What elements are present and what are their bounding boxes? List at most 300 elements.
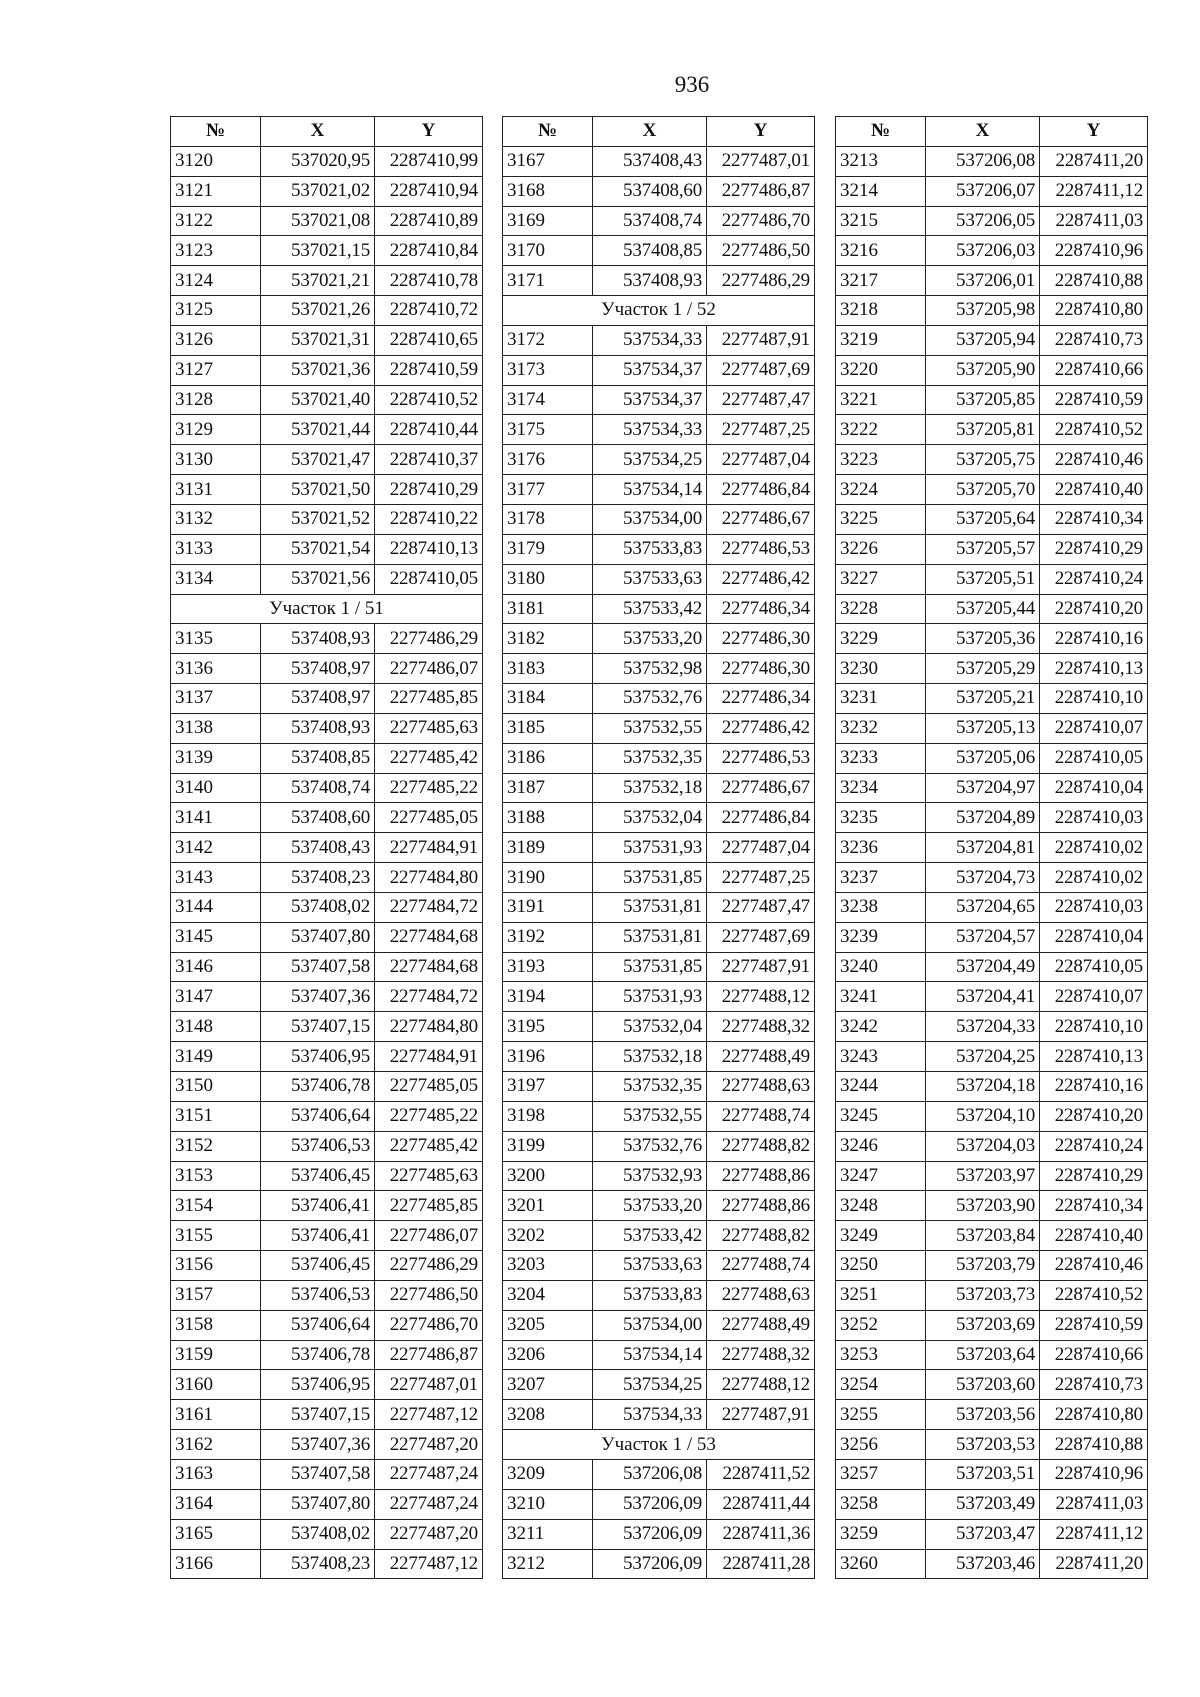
table-row [503, 654, 815, 684]
y-coordinate-cell: 2287410,07 [1040, 982, 1148, 1012]
y-coordinate-cell: 2277486,84 [707, 475, 815, 505]
table-row [836, 176, 1148, 206]
y-coordinate-cell: 2287410,44 [375, 415, 483, 445]
table-row [836, 1161, 1148, 1191]
y-coordinate-cell: 2287410,88 [1040, 1430, 1148, 1460]
x-coordinate-cell: 537534,37 [593, 385, 707, 415]
header-y: Y [375, 117, 483, 147]
table-row [171, 504, 483, 534]
y-coordinate-cell: 2287410,13 [1040, 1042, 1148, 1072]
table-row [503, 1042, 815, 1072]
x-coordinate-cell: 537532,76 [593, 1131, 707, 1161]
table-row [503, 534, 815, 564]
point-number-cell: 3152 [171, 1131, 261, 1161]
y-coordinate-cell: 2277488,82 [707, 1131, 815, 1161]
y-coordinate-cell: 2277484,91 [375, 1042, 483, 1072]
y-coordinate-cell: 2287410,05 [1040, 952, 1148, 982]
table-row [171, 1280, 483, 1310]
point-number-cell: 3217 [836, 266, 926, 296]
x-coordinate-cell: 537203,90 [926, 1191, 1040, 1221]
point-number-cell: 3254 [836, 1370, 926, 1400]
point-number-cell: 3226 [836, 534, 926, 564]
y-coordinate-cell: 2277487,24 [375, 1489, 483, 1519]
table-row [836, 773, 1148, 803]
point-number-cell: 3193 [503, 952, 593, 982]
table-row [836, 1131, 1148, 1161]
x-coordinate-cell: 537406,95 [261, 1370, 375, 1400]
table-row [836, 863, 1148, 893]
y-coordinate-cell: 2277487,91 [707, 952, 815, 982]
x-coordinate-cell: 537206,08 [593, 1459, 707, 1489]
y-coordinate-cell: 2287410,73 [1040, 1370, 1148, 1400]
point-number-cell: 3153 [171, 1161, 261, 1191]
header-number: № [503, 117, 593, 147]
table-row [836, 206, 1148, 236]
y-coordinate-cell: 2277484,72 [375, 982, 483, 1012]
x-coordinate-cell: 537533,63 [593, 1251, 707, 1281]
table-row [503, 803, 815, 833]
table-row [503, 385, 815, 415]
y-coordinate-cell: 2277487,91 [707, 325, 815, 355]
table-row [836, 1310, 1148, 1340]
point-number-cell: 3238 [836, 892, 926, 922]
table-row [836, 803, 1148, 833]
point-number-cell: 3218 [836, 296, 926, 326]
point-number-cell: 3239 [836, 922, 926, 952]
y-coordinate-cell: 2277487,25 [707, 415, 815, 445]
x-coordinate-cell: 537533,20 [593, 1191, 707, 1221]
table-row [836, 1489, 1148, 1519]
point-number-cell: 3124 [171, 266, 261, 296]
point-number-cell: 3213 [836, 146, 926, 176]
table-row [503, 684, 815, 714]
point-number-cell: 3140 [171, 773, 261, 803]
table-row [503, 355, 815, 385]
table-row [503, 773, 815, 803]
y-coordinate-cell: 2277486,34 [707, 684, 815, 714]
x-coordinate-cell: 537406,53 [261, 1280, 375, 1310]
x-coordinate-cell: 537534,14 [593, 1340, 707, 1370]
point-number-cell: 3186 [503, 743, 593, 773]
point-number-cell: 3192 [503, 922, 593, 952]
point-number-cell: 3232 [836, 713, 926, 743]
y-coordinate-cell: 2277487,24 [375, 1459, 483, 1489]
y-coordinate-cell: 2287411,20 [1040, 146, 1148, 176]
x-coordinate-cell: 537206,09 [593, 1519, 707, 1549]
point-number-cell: 3212 [503, 1549, 593, 1579]
point-number-cell: 3128 [171, 385, 261, 415]
x-coordinate-cell: 537204,57 [926, 922, 1040, 952]
point-number-cell: 3205 [503, 1310, 593, 1340]
x-coordinate-cell: 537406,64 [261, 1101, 375, 1131]
y-coordinate-cell: 2287410,05 [1040, 743, 1148, 773]
table-row [503, 863, 815, 893]
table-row [836, 833, 1148, 863]
point-number-cell: 3134 [171, 564, 261, 594]
table-row [503, 952, 815, 982]
table-row [503, 1549, 815, 1579]
point-number-cell: 3160 [171, 1370, 261, 1400]
y-coordinate-cell: 2287410,52 [1040, 415, 1148, 445]
y-coordinate-cell: 2277484,72 [375, 892, 483, 922]
y-coordinate-cell: 2277487,01 [707, 146, 815, 176]
y-coordinate-cell: 2277487,12 [375, 1400, 483, 1430]
table-row [836, 1549, 1148, 1579]
x-coordinate-cell: 537021,56 [261, 564, 375, 594]
x-coordinate-cell: 537021,26 [261, 296, 375, 326]
y-coordinate-cell: 2287410,59 [375, 355, 483, 385]
table-row [503, 743, 815, 773]
table-row [171, 833, 483, 863]
table-row [171, 684, 483, 714]
y-coordinate-cell: 2277484,91 [375, 833, 483, 863]
point-number-cell: 3158 [171, 1310, 261, 1340]
y-coordinate-cell: 2277486,70 [375, 1310, 483, 1340]
x-coordinate-cell: 537203,64 [926, 1340, 1040, 1370]
y-coordinate-cell: 2287410,24 [1040, 564, 1148, 594]
table-row [171, 1489, 483, 1519]
x-coordinate-cell: 537021,02 [261, 176, 375, 206]
x-coordinate-cell: 537408,43 [593, 146, 707, 176]
table-row [171, 206, 483, 236]
section-row [503, 1430, 815, 1460]
point-number-cell: 3190 [503, 863, 593, 893]
x-coordinate-cell: 537531,93 [593, 833, 707, 863]
x-coordinate-cell: 537408,74 [593, 206, 707, 236]
table-row [171, 266, 483, 296]
y-coordinate-cell: 2287410,59 [1040, 1310, 1148, 1340]
section-row [171, 594, 483, 624]
y-coordinate-cell: 2287410,65 [375, 325, 483, 355]
table-row [171, 1459, 483, 1489]
table-row [503, 1101, 815, 1131]
table-body [503, 146, 815, 1579]
point-number-cell: 3132 [171, 504, 261, 534]
point-number-cell: 3169 [503, 206, 593, 236]
y-coordinate-cell: 2277484,80 [375, 863, 483, 893]
x-coordinate-cell: 537203,69 [926, 1310, 1040, 1340]
header-x: X [926, 117, 1040, 147]
x-coordinate-cell: 537533,83 [593, 534, 707, 564]
table-row [171, 146, 483, 176]
x-coordinate-cell: 537406,45 [261, 1251, 375, 1281]
x-coordinate-cell: 537204,03 [926, 1131, 1040, 1161]
point-number-cell: 3180 [503, 564, 593, 594]
point-number-cell: 3172 [503, 325, 593, 355]
table-row [171, 1012, 483, 1042]
x-coordinate-cell: 537533,20 [593, 624, 707, 654]
x-coordinate-cell: 537407,58 [261, 952, 375, 982]
y-coordinate-cell: 2277487,20 [375, 1519, 483, 1549]
table-row [503, 1340, 815, 1370]
table-row [836, 743, 1148, 773]
table-row [836, 922, 1148, 952]
point-number-cell: 3241 [836, 982, 926, 1012]
table-row [836, 266, 1148, 296]
x-coordinate-cell: 537204,81 [926, 833, 1040, 863]
x-coordinate-cell: 537204,73 [926, 863, 1040, 893]
x-coordinate-cell: 537532,18 [593, 1042, 707, 1072]
y-coordinate-cell: 2277486,84 [707, 803, 815, 833]
header-y: Y [707, 117, 815, 147]
table-row [503, 504, 815, 534]
point-number-cell: 3219 [836, 325, 926, 355]
table-row [836, 1042, 1148, 1072]
point-number-cell: 3209 [503, 1459, 593, 1489]
x-coordinate-cell: 537205,36 [926, 624, 1040, 654]
y-coordinate-cell: 2287410,80 [1040, 1400, 1148, 1430]
table-row [171, 922, 483, 952]
y-coordinate-cell: 2287410,52 [1040, 1280, 1148, 1310]
x-coordinate-cell: 537204,41 [926, 982, 1040, 1012]
point-number-cell: 3206 [503, 1340, 593, 1370]
y-coordinate-cell: 2287410,20 [1040, 1101, 1148, 1131]
point-number-cell: 3200 [503, 1161, 593, 1191]
point-number-cell: 3135 [171, 624, 261, 654]
point-number-cell: 3211 [503, 1519, 593, 1549]
point-number-cell: 3129 [171, 415, 261, 445]
point-number-cell: 3214 [836, 176, 926, 206]
x-coordinate-cell: 537408,02 [261, 892, 375, 922]
table-row [171, 952, 483, 982]
y-coordinate-cell: 2277487,69 [707, 922, 815, 952]
x-coordinate-cell: 537205,64 [926, 504, 1040, 534]
x-coordinate-cell: 537532,98 [593, 654, 707, 684]
table-row [171, 1430, 483, 1460]
point-number-cell: 3258 [836, 1489, 926, 1519]
point-number-cell: 3163 [171, 1459, 261, 1489]
table-row [836, 892, 1148, 922]
x-coordinate-cell: 537406,41 [261, 1191, 375, 1221]
table-row [503, 1489, 815, 1519]
x-coordinate-cell: 537534,33 [593, 325, 707, 355]
y-coordinate-cell: 2287410,10 [1040, 684, 1148, 714]
table-row [503, 1161, 815, 1191]
table-row [836, 564, 1148, 594]
table-row [171, 773, 483, 803]
x-coordinate-cell: 537532,35 [593, 743, 707, 773]
x-coordinate-cell: 537532,35 [593, 1072, 707, 1102]
point-number-cell: 3141 [171, 803, 261, 833]
table-row [503, 325, 815, 355]
y-coordinate-cell: 2277488,63 [707, 1072, 815, 1102]
point-number-cell: 3177 [503, 475, 593, 505]
point-number-cell: 3147 [171, 982, 261, 1012]
table-row [171, 176, 483, 206]
point-number-cell: 3137 [171, 684, 261, 714]
x-coordinate-cell: 537407,36 [261, 1430, 375, 1460]
x-coordinate-cell: 537407,15 [261, 1012, 375, 1042]
y-coordinate-cell: 2287410,73 [1040, 325, 1148, 355]
table-row [171, 1340, 483, 1370]
point-number-cell: 3144 [171, 892, 261, 922]
point-number-cell: 3243 [836, 1042, 926, 1072]
point-number-cell: 3251 [836, 1280, 926, 1310]
x-coordinate-cell: 537203,73 [926, 1280, 1040, 1310]
x-coordinate-cell: 537205,13 [926, 713, 1040, 743]
point-number-cell: 3164 [171, 1489, 261, 1519]
table-row [171, 863, 483, 893]
point-number-cell: 3161 [171, 1400, 261, 1430]
table-row [503, 624, 815, 654]
y-coordinate-cell: 2277485,05 [375, 1072, 483, 1102]
x-coordinate-cell: 537531,85 [593, 952, 707, 982]
table-row [171, 445, 483, 475]
y-coordinate-cell: 2287410,46 [1040, 1251, 1148, 1281]
x-coordinate-cell: 537203,47 [926, 1519, 1040, 1549]
point-number-cell: 3157 [171, 1280, 261, 1310]
y-coordinate-cell: 2277486,70 [707, 206, 815, 236]
table-row [171, 1042, 483, 1072]
point-number-cell: 3260 [836, 1549, 926, 1579]
table-header-row [836, 117, 1148, 147]
point-number-cell: 3250 [836, 1251, 926, 1281]
table-row [171, 1519, 483, 1549]
x-coordinate-cell: 537407,80 [261, 1489, 375, 1519]
point-number-cell: 3182 [503, 624, 593, 654]
table-row [836, 1400, 1148, 1430]
x-coordinate-cell: 537408,23 [261, 1549, 375, 1579]
table-row [171, 1072, 483, 1102]
x-coordinate-cell: 537021,15 [261, 236, 375, 266]
table-row [836, 534, 1148, 564]
table-row [503, 206, 815, 236]
x-coordinate-cell: 537021,21 [261, 266, 375, 296]
coordinates-table-2 [502, 116, 815, 1579]
point-number-cell: 3220 [836, 355, 926, 385]
point-number-cell: 3150 [171, 1072, 261, 1102]
table-row [503, 564, 815, 594]
x-coordinate-cell: 537531,93 [593, 982, 707, 1012]
point-number-cell: 3142 [171, 833, 261, 863]
point-number-cell: 3196 [503, 1042, 593, 1072]
y-coordinate-cell: 2277484,68 [375, 922, 483, 952]
point-number-cell: 3204 [503, 1280, 593, 1310]
point-number-cell: 3138 [171, 713, 261, 743]
y-coordinate-cell: 2287410,34 [1040, 504, 1148, 534]
x-coordinate-cell: 537531,85 [593, 863, 707, 893]
y-coordinate-cell: 2277484,68 [375, 952, 483, 982]
point-number-cell: 3174 [503, 385, 593, 415]
y-coordinate-cell: 2277487,20 [375, 1430, 483, 1460]
point-number-cell: 3224 [836, 475, 926, 505]
point-number-cell: 3151 [171, 1101, 261, 1131]
table-row [503, 713, 815, 743]
point-number-cell: 3233 [836, 743, 926, 773]
x-coordinate-cell: 537206,08 [926, 146, 1040, 176]
x-coordinate-cell: 537203,53 [926, 1430, 1040, 1460]
y-coordinate-cell: 2287410,03 [1040, 892, 1148, 922]
y-coordinate-cell: 2277486,50 [375, 1280, 483, 1310]
x-coordinate-cell: 537531,81 [593, 922, 707, 952]
y-coordinate-cell: 2287410,96 [1040, 1459, 1148, 1489]
y-coordinate-cell: 2277486,07 [375, 1221, 483, 1251]
table-row [171, 355, 483, 385]
x-coordinate-cell: 537205,70 [926, 475, 1040, 505]
point-number-cell: 3139 [171, 743, 261, 773]
table-row [836, 1251, 1148, 1281]
point-number-cell: 3222 [836, 415, 926, 445]
y-coordinate-cell: 2277488,82 [707, 1221, 815, 1251]
x-coordinate-cell: 537204,10 [926, 1101, 1040, 1131]
y-coordinate-cell: 2277488,74 [707, 1101, 815, 1131]
point-number-cell: 3122 [171, 206, 261, 236]
y-coordinate-cell: 2277488,86 [707, 1191, 815, 1221]
table-row [171, 1131, 483, 1161]
section-label: Участок 1 / 53 [503, 1430, 815, 1460]
y-coordinate-cell: 2287411,12 [1040, 1519, 1148, 1549]
y-coordinate-cell: 2287410,66 [1040, 355, 1148, 385]
x-coordinate-cell: 537533,42 [593, 594, 707, 624]
point-number-cell: 3215 [836, 206, 926, 236]
y-coordinate-cell: 2277486,42 [707, 564, 815, 594]
y-coordinate-cell: 2287410,13 [375, 534, 483, 564]
point-number-cell: 3131 [171, 475, 261, 505]
x-coordinate-cell: 537406,53 [261, 1131, 375, 1161]
header-number: № [171, 117, 261, 147]
y-coordinate-cell: 2277486,53 [707, 743, 815, 773]
point-number-cell: 3170 [503, 236, 593, 266]
x-coordinate-cell: 537204,97 [926, 773, 1040, 803]
point-number-cell: 3126 [171, 325, 261, 355]
y-coordinate-cell: 2277486,34 [707, 594, 815, 624]
table-row [171, 385, 483, 415]
table-row [836, 713, 1148, 743]
table-row [503, 1072, 815, 1102]
y-coordinate-cell: 2277487,69 [707, 355, 815, 385]
point-number-cell: 3197 [503, 1072, 593, 1102]
table-row [503, 833, 815, 863]
y-coordinate-cell: 2287410,46 [1040, 445, 1148, 475]
point-number-cell: 3155 [171, 1221, 261, 1251]
y-coordinate-cell: 2287410,94 [375, 176, 483, 206]
y-coordinate-cell: 2287410,04 [1040, 922, 1148, 952]
y-coordinate-cell: 2287410,72 [375, 296, 483, 326]
table-row [503, 594, 815, 624]
x-coordinate-cell: 537205,98 [926, 296, 1040, 326]
y-coordinate-cell: 2287410,66 [1040, 1340, 1148, 1370]
point-number-cell: 3234 [836, 773, 926, 803]
y-coordinate-cell: 2287411,12 [1040, 176, 1148, 206]
table-row [836, 504, 1148, 534]
table-row [503, 982, 815, 1012]
y-coordinate-cell: 2277488,32 [707, 1012, 815, 1042]
x-coordinate-cell: 537204,49 [926, 952, 1040, 982]
x-coordinate-cell: 537408,97 [261, 684, 375, 714]
x-coordinate-cell: 537532,76 [593, 684, 707, 714]
y-coordinate-cell: 2277485,42 [375, 743, 483, 773]
y-coordinate-cell: 2277486,67 [707, 504, 815, 534]
point-number-cell: 3154 [171, 1191, 261, 1221]
y-coordinate-cell: 2277487,47 [707, 385, 815, 415]
table-row [171, 713, 483, 743]
table-row [836, 684, 1148, 714]
table-row [503, 176, 815, 206]
table-row [836, 1221, 1148, 1251]
x-coordinate-cell: 537205,06 [926, 743, 1040, 773]
point-number-cell: 3248 [836, 1191, 926, 1221]
table-row [171, 743, 483, 773]
x-coordinate-cell: 537533,42 [593, 1221, 707, 1251]
point-number-cell: 3184 [503, 684, 593, 714]
table-row [836, 1280, 1148, 1310]
y-coordinate-cell: 2277485,85 [375, 684, 483, 714]
header-y: Y [1040, 117, 1148, 147]
table-row [171, 236, 483, 266]
x-coordinate-cell: 537531,81 [593, 892, 707, 922]
x-coordinate-cell: 537533,83 [593, 1280, 707, 1310]
table-row [836, 1191, 1148, 1221]
